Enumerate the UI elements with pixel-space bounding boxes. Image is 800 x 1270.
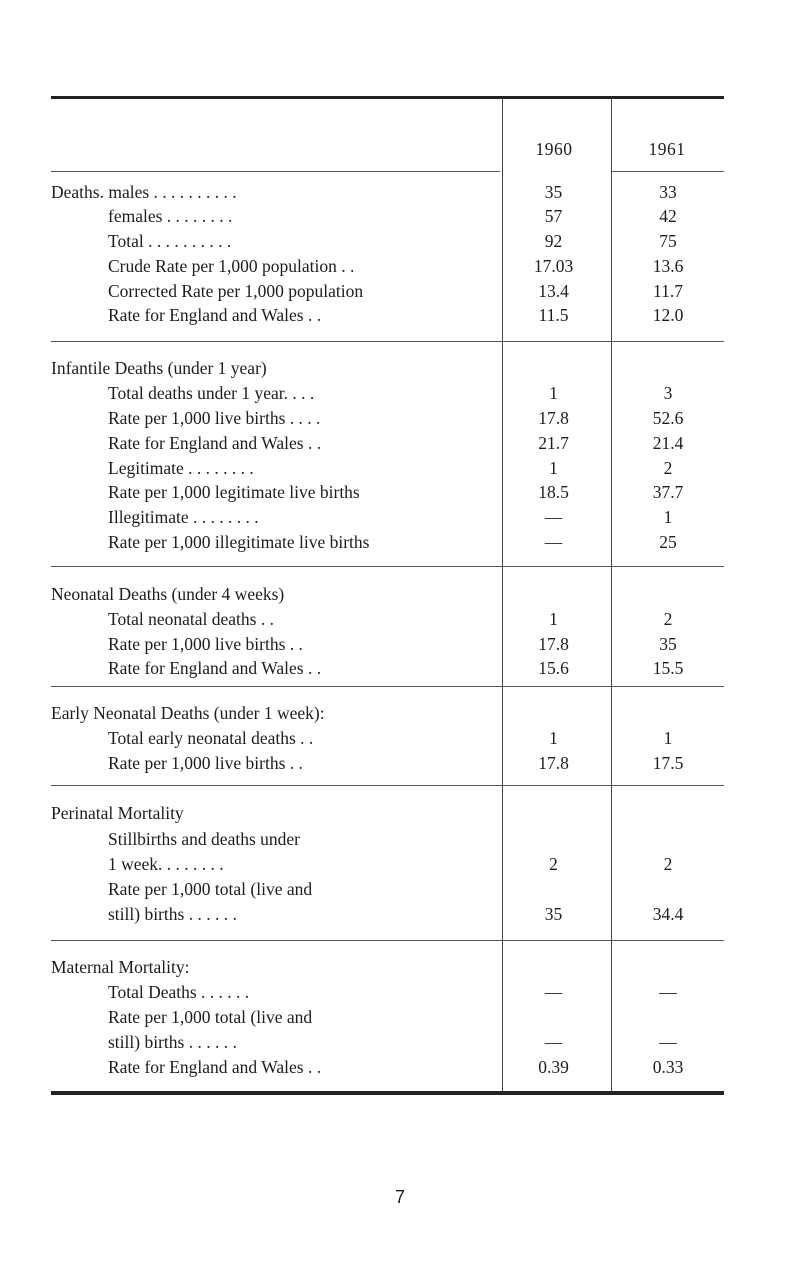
section-divider — [51, 341, 724, 342]
value-1961: 34.4 — [652, 904, 684, 924]
table-row — [51, 303, 724, 327]
section-heading-text: Early Neonatal Deaths (under 1 week): — [51, 703, 325, 723]
section-divider — [51, 686, 724, 687]
value-1960: 35 — [544, 182, 563, 202]
row-label: Total Deaths . . . . . . — [108, 982, 250, 1002]
table-row — [51, 381, 724, 405]
column-header-1961: 1961 — [648, 139, 686, 159]
table-row — [51, 431, 724, 455]
row-label: Rate per 1,000 legitimate live births — [108, 482, 360, 502]
value-1960: 1 — [549, 383, 558, 403]
row-label: Legitimate . . . . . . . . — [108, 458, 254, 478]
table-row — [51, 827, 724, 851]
table-row — [51, 632, 724, 656]
table-row — [51, 656, 724, 680]
row-label: Total . . . . . . . . . . — [108, 231, 232, 251]
section-heading-text: Infantile Deaths (under 1 year) — [51, 358, 267, 378]
value-1960: 0.39 — [538, 1057, 569, 1077]
row-label: Rate per 1,000 illegitimate live births — [108, 532, 370, 552]
table-row — [51, 279, 724, 303]
section-heading — [51, 955, 724, 979]
value-1961: 37.7 — [652, 482, 684, 502]
value-1961: 42 — [659, 206, 677, 226]
section-heading-text: Neonatal Deaths (under 4 weeks) — [51, 584, 285, 604]
value-1961: 2 — [663, 458, 673, 478]
value-1961: — — [659, 982, 677, 1002]
section-heading-text: Perinatal Mortality — [51, 803, 184, 823]
table-row — [51, 456, 724, 480]
table-row — [51, 980, 724, 1004]
column-header-1960: 1960 — [535, 139, 573, 159]
row-label: Rate per 1,000 live births . . — [108, 753, 303, 773]
value-1961: 75 — [659, 231, 677, 251]
section-heading — [51, 582, 724, 606]
row-label: Rate per 1,000 total (live and — [108, 1007, 313, 1027]
section-heading — [51, 356, 724, 380]
value-1960: 92 — [544, 231, 563, 251]
table-row — [51, 751, 724, 775]
value-1960: 1 — [549, 609, 558, 629]
value-1961: 2 — [663, 609, 673, 629]
table-row — [51, 902, 724, 926]
row-label: Rate for England and Wales . . — [108, 433, 322, 453]
table-row — [51, 1055, 724, 1079]
value-1961: 0.33 — [652, 1057, 684, 1077]
table-top-rule — [51, 96, 724, 99]
value-1960: 17.8 — [538, 753, 569, 773]
table-row — [51, 1005, 724, 1029]
row-label: Total early neonatal deaths . . — [108, 728, 314, 748]
value-1960: 57 — [544, 206, 563, 226]
table-row — [51, 505, 724, 529]
row-label: 1 week. . . . . . . . — [108, 854, 224, 874]
section-heading-text: Maternal Mortality: — [51, 957, 190, 977]
row-label: Deaths. males . . . . . . . . . . — [51, 182, 237, 202]
table-row — [51, 726, 724, 750]
row-label: Rate for England and Wales . . — [108, 658, 322, 678]
header-divider — [612, 171, 724, 172]
table-row — [51, 229, 724, 253]
value-1961: 1 — [663, 728, 673, 748]
mortality-table — [51, 96, 724, 1096]
row-label: Total deaths under 1 year. . . . — [108, 383, 315, 403]
value-1960: 11.5 — [538, 305, 569, 325]
value-1961: 11.7 — [653, 281, 683, 301]
section-divider — [51, 940, 724, 941]
value-1961: 52.6 — [652, 408, 684, 428]
table-row — [51, 204, 724, 228]
value-1961: 1 — [663, 507, 673, 527]
table-row — [51, 254, 724, 278]
value-1960: 17.8 — [538, 408, 569, 428]
value-1960: 1 — [549, 458, 558, 478]
value-1960: 1 — [549, 728, 558, 748]
value-1960: — — [544, 982, 563, 1002]
table-row — [51, 530, 724, 554]
value-1961: 15.5 — [652, 658, 684, 678]
section-divider — [51, 566, 724, 567]
table-row — [51, 852, 724, 876]
table-row — [51, 607, 724, 631]
value-1960: 35 — [544, 904, 563, 924]
value-1961: 3 — [663, 383, 673, 403]
section-divider — [51, 785, 724, 786]
row-label: Corrected Rate per 1,000 population — [108, 281, 364, 301]
page-number: 7 — [394, 1187, 405, 1207]
table-row — [51, 480, 724, 504]
value-1961: 35 — [659, 634, 677, 654]
value-1961: — — [659, 1032, 677, 1052]
value-1960: 2 — [549, 854, 558, 874]
header-divider — [51, 171, 500, 172]
row-label: females . . . . . . . . — [108, 206, 233, 226]
value-1960: 15.6 — [538, 658, 569, 678]
row-label: Rate for England and Wales . . — [108, 305, 322, 325]
value-1961: 13.6 — [652, 256, 684, 276]
table-row — [51, 406, 724, 430]
value-1960: — — [544, 532, 563, 552]
value-1961: 33 — [659, 182, 677, 202]
table-row — [51, 180, 724, 204]
table-bottom-rule — [51, 1091, 724, 1095]
row-label: Rate per 1,000 live births . . . . — [108, 408, 321, 428]
value-1961: 12.0 — [652, 305, 684, 325]
row-label: still) births . . . . . . — [108, 904, 237, 924]
value-1960: 17.8 — [538, 634, 569, 654]
value-1960: 13.4 — [538, 281, 569, 301]
row-label: Rate per 1,000 total (live and — [108, 879, 313, 899]
value-1960: 17.03 — [533, 256, 574, 276]
value-1961: 17.5 — [652, 753, 684, 773]
section-heading — [51, 701, 724, 725]
row-label: Total neonatal deaths . . — [108, 609, 274, 629]
row-label: Illegitimate . . . . . . . . — [108, 507, 259, 527]
row-label: Rate per 1,000 live births . . — [108, 634, 303, 654]
value-1960: — — [544, 1032, 563, 1052]
section-heading — [51, 801, 724, 825]
table-row — [51, 1030, 724, 1054]
row-label: Rate for England and Wales . . — [108, 1057, 322, 1077]
value-1961: 21.4 — [652, 433, 684, 453]
value-1960: 21.7 — [538, 433, 569, 453]
value-1961: 25 — [659, 532, 677, 552]
value-1960: — — [544, 507, 563, 527]
value-1960: 18.5 — [538, 482, 569, 502]
table-row — [51, 877, 724, 901]
row-label: Crude Rate per 1,000 population . . — [108, 256, 355, 276]
value-1961: 2 — [663, 854, 673, 874]
row-label: Stillbirths and deaths under — [108, 829, 300, 849]
row-label: still) births . . . . . . — [108, 1032, 237, 1052]
